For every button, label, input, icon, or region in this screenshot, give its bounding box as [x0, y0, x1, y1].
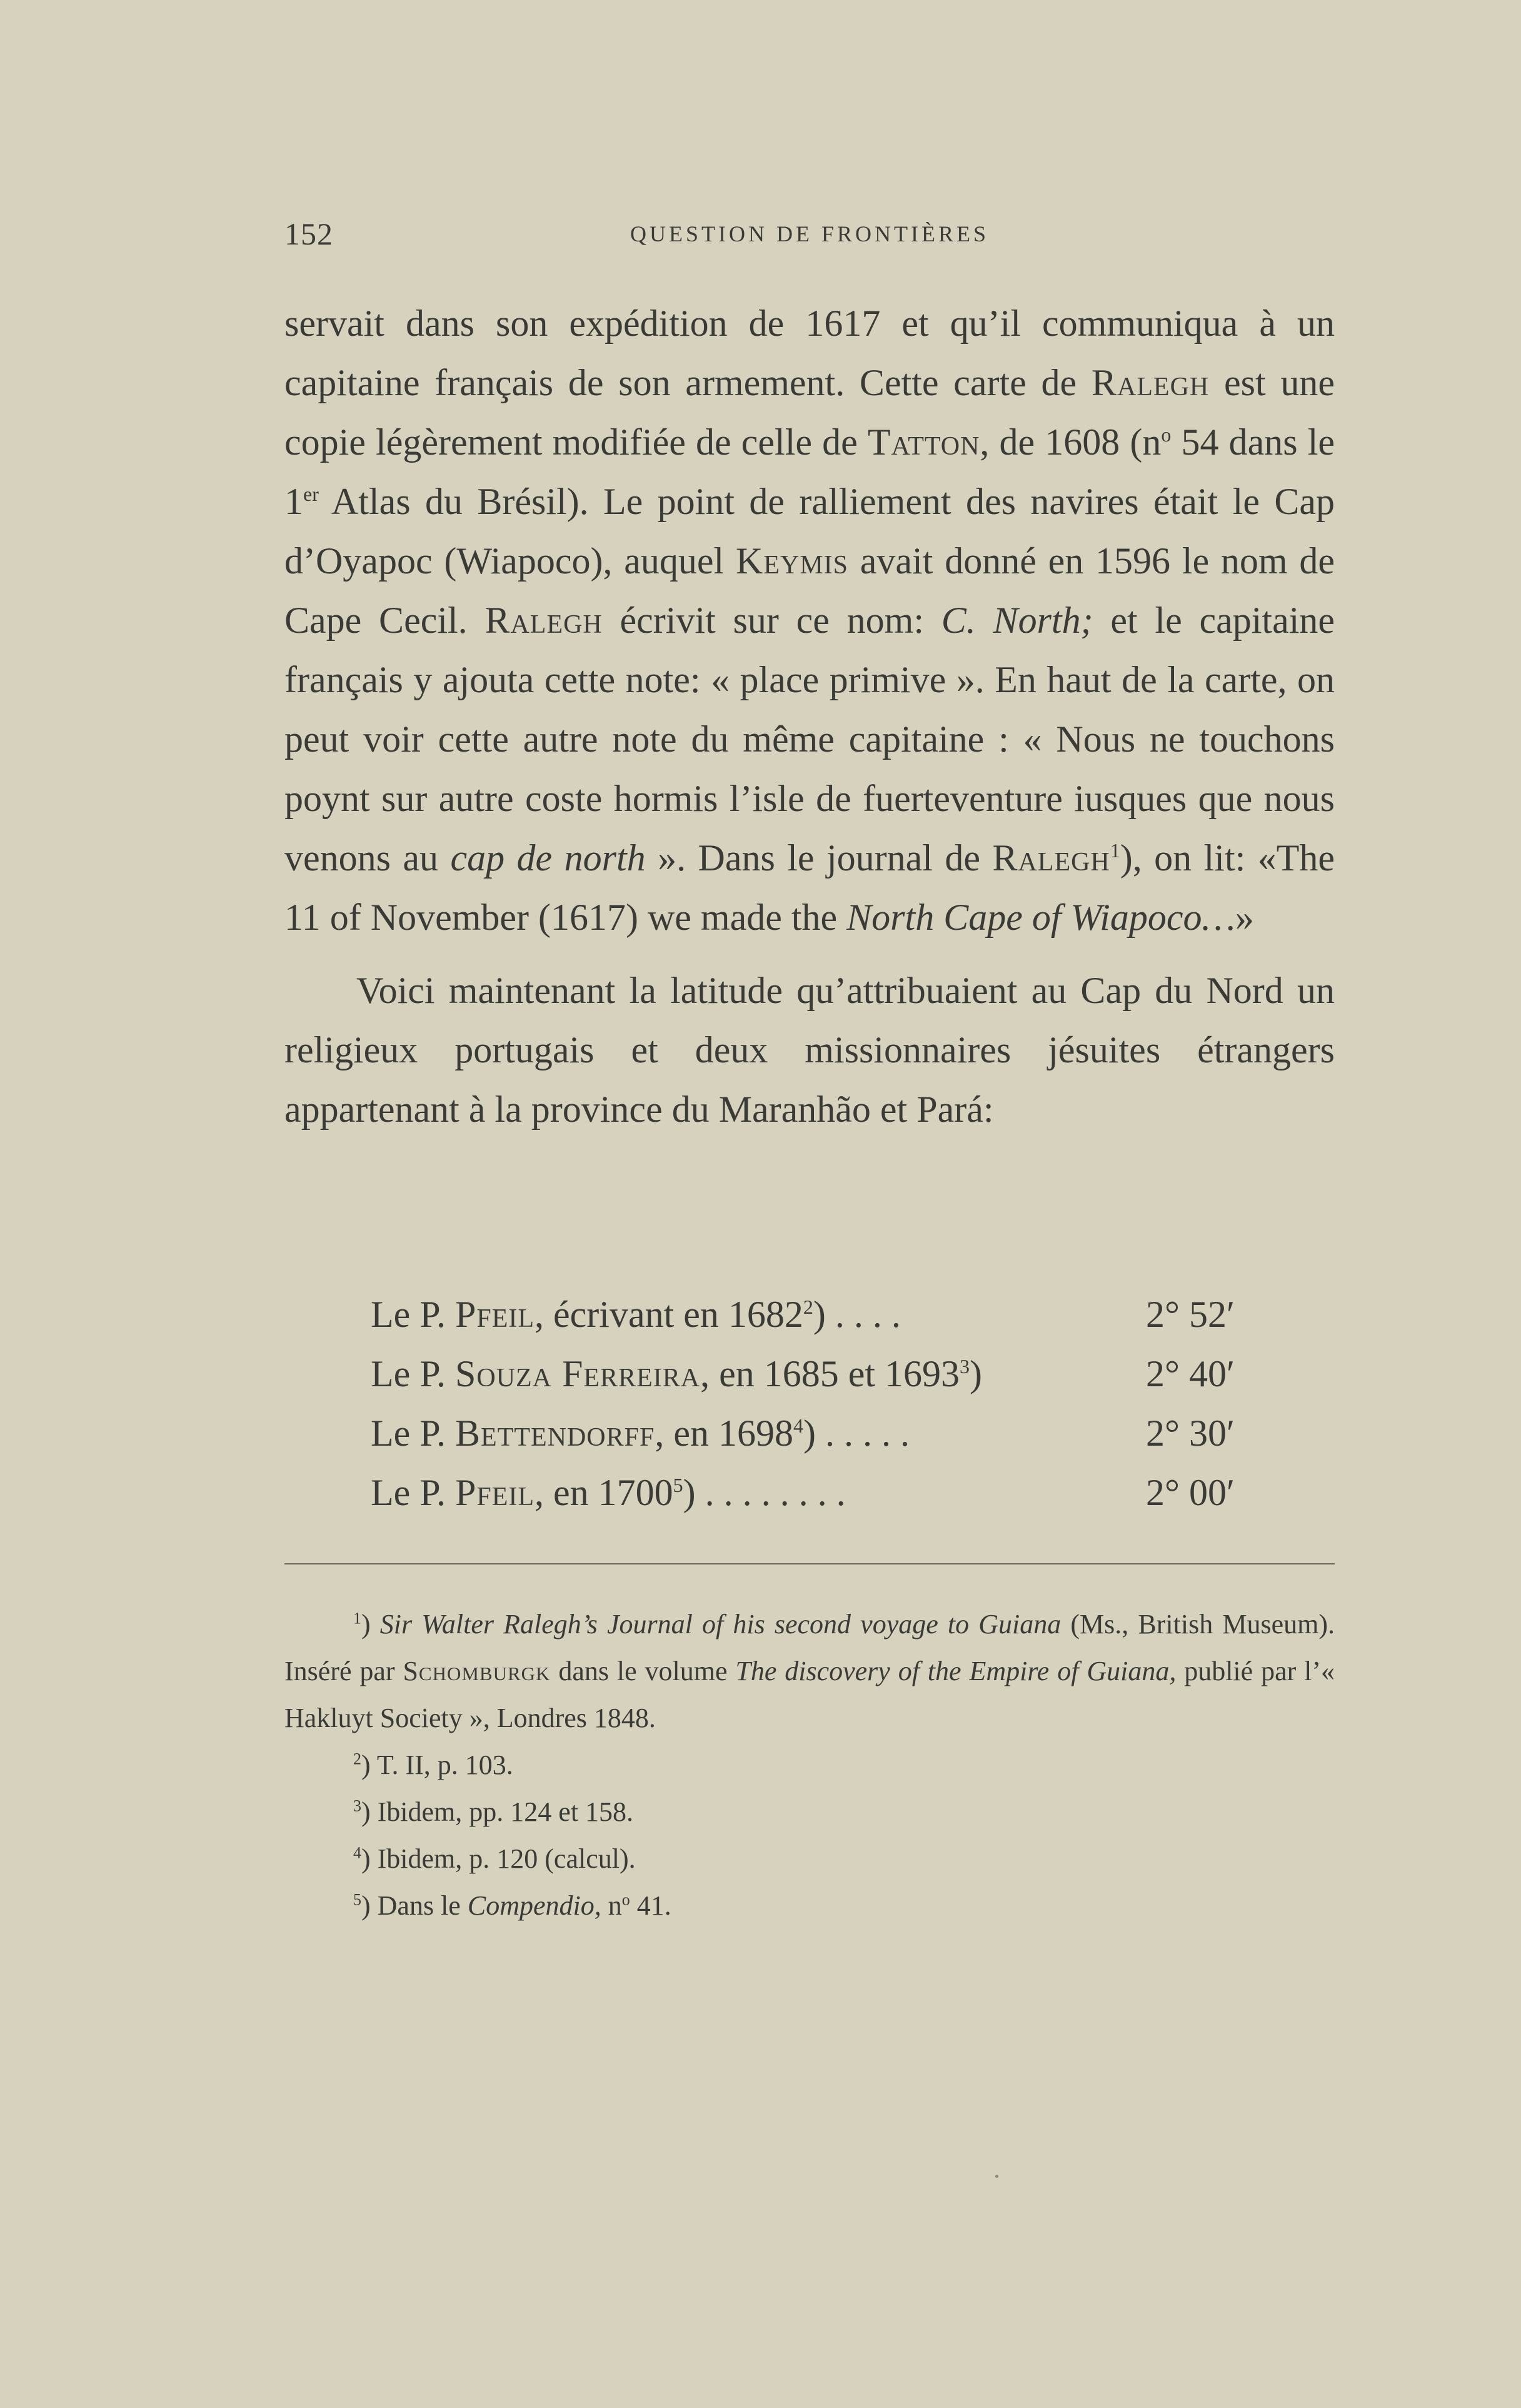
dot-leader: ) — [970, 1353, 982, 1394]
text-run: servait dans son expédition de 1617 et qu’il communiqua à un capitaine français de son armement. Cette carte de — [284, 303, 1335, 403]
footnote-number: 4 — [353, 1843, 361, 1862]
italic-text: C. North; — [941, 600, 1093, 641]
superscript: er — [303, 483, 319, 505]
text-run: et le capitaine français y ajouta cette note: « place primive ». En haut de la carte, on peut voir cette autre note du même capitaine : « Nous ne touchons poynt sur autre coste hormis l’isle de fuerteventure iusques que nous venons au — [284, 600, 1335, 879]
text-run: , en 1685 et 1693 — [700, 1353, 960, 1394]
paragraph-2: Voici maintenant la latitude qu’attribuaient au Cap du Nord un religieux portugais et deux missionnaires jésuites étrangers appartenant à la province du Maranhão et Pará: — [284, 970, 1335, 1130]
text-run: est une copie légèrement modifiée de celle de — [284, 362, 1335, 463]
italic-text: Sir Walter Ralegh’s Journal of his second voyage to Guiana — [379, 1609, 1062, 1640]
footnote-ref: 1 — [1110, 839, 1120, 862]
person-name: Pfeil — [455, 1294, 535, 1335]
dot-leader: ) . . . . . — [803, 1413, 910, 1454]
footnote-ref: 4 — [793, 1414, 804, 1437]
latitude-value: 2° 00′ — [1146, 1472, 1235, 1513]
italic-text: The discovery of the Empire of Guiana, — [735, 1656, 1177, 1686]
footnote-1: $^1$) Sir Walter Ralegh’s Journal of his second voyage to Guiana (Ms., British Museum). Inséré par Schomburgk dans le volume The discovery of the Empire of Guiana, publié par l’« Hakluyt Society », Londres 1848. — [284, 1609, 1335, 1733]
page-header — [284, 216, 1335, 259]
latitude-row — [371, 1404, 1265, 1463]
latitude-value: 2° 30′ — [1146, 1413, 1235, 1454]
author-name-ralegh: Ralegh — [992, 837, 1110, 879]
text-run: (Ms., British Museum). Inséré par — [284, 1609, 1335, 1686]
text-run: , écrivant en 1682 — [535, 1294, 803, 1335]
text-run: , en 1698 — [655, 1413, 794, 1454]
text-run: ), on lit: «The 11 of November (1617) we made the — [284, 837, 1335, 938]
text-run: ) T. II, p. 103. — [361, 1750, 513, 1780]
superscript: o — [1161, 423, 1172, 446]
text-run: Le P. — [371, 1472, 455, 1513]
running-title: QUESTION DE FRONTIÈRES — [630, 221, 989, 246]
dot-leader: ) . . . . . . . . — [683, 1472, 846, 1513]
footnote-divider — [284, 1563, 1335, 1564]
text-run: Atlas du Brésil). Le point de ralliement des navires était le Cap d’Oyapoc (Wiapoco), auquel — [284, 481, 1335, 582]
text-run: avait donné en 1596 le nom de Cape Cecil. — [284, 540, 1335, 641]
superscript: o — [621, 1890, 630, 1909]
text-run: 54 dans le 1 — [284, 421, 1335, 522]
author-name-keymis: Keymis — [736, 540, 849, 582]
footnote-4 — [284, 1835, 1335, 1882]
text-run: ) Ibidem, pp. 124 et 158. — [361, 1796, 634, 1827]
person-name: Bettendorff — [455, 1413, 655, 1454]
text-run: Le P. — [371, 1413, 455, 1454]
author-name-ralegh: Ralegh — [484, 600, 603, 641]
latitude-label — [371, 1344, 982, 1404]
footnote-ref: 3 — [960, 1355, 970, 1378]
text-run: publié par l’« Hakluyt Society », Londres 1848. — [284, 1656, 1335, 1733]
text-run: , de 1608 (n — [980, 421, 1162, 463]
latitude-label — [371, 1463, 846, 1523]
latitude-value: 2° 52′ — [1146, 1294, 1235, 1335]
text-run: n — [601, 1890, 622, 1921]
footnote-number: 2 — [353, 1750, 361, 1768]
dot-leader: ) . . . . — [813, 1294, 901, 1335]
latitude-table — [371, 1285, 1265, 1523]
footnote-number: 5 — [353, 1890, 361, 1909]
author-name-ralegh: Ralegh — [1091, 362, 1210, 403]
paper-speck — [995, 2175, 998, 2178]
italic-text: Compendio, — [467, 1890, 601, 1921]
footnotes — [284, 1601, 1335, 1929]
text-run: ». Dans le journal de — [645, 837, 993, 879]
latitude-row — [371, 1463, 1265, 1523]
text-run: 41. — [630, 1890, 671, 1921]
text-run: ) Ibidem, p. 120 (calcul). — [361, 1843, 636, 1874]
author-name-tatton: Tatton — [867, 421, 980, 463]
latitude-label — [371, 1404, 910, 1463]
text-run: Le P. — [371, 1294, 455, 1335]
paragraph-1 — [284, 294, 1335, 947]
text-run: , en 1700 — [535, 1472, 673, 1513]
latitude-row — [371, 1285, 1265, 1344]
person-name: Pfeil — [455, 1472, 535, 1513]
page-number: 152 — [284, 216, 333, 251]
footnote-2 — [284, 1741, 1335, 1788]
footnote-ref: 5 — [673, 1474, 683, 1496]
body-text — [284, 294, 1335, 1139]
person-name: Souza Ferreira — [455, 1353, 701, 1394]
text-run: » — [1235, 897, 1254, 938]
latitude-label — [371, 1285, 901, 1344]
text-run: écrivit sur ce nom: — [602, 600, 941, 641]
latitude-row — [371, 1344, 1265, 1404]
author-name-schomburgk: Schomburgk — [403, 1656, 551, 1686]
latitude-value: 2° 40′ — [1146, 1353, 1235, 1394]
footnote-3 — [284, 1788, 1335, 1835]
text-run: dans le volume — [550, 1656, 736, 1686]
italic-text: North Cape of Wiapoco… — [846, 897, 1235, 938]
text-run: Le P. — [371, 1353, 455, 1394]
footnote-ref: 2 — [803, 1296, 813, 1318]
footnote-number: 3 — [353, 1796, 361, 1815]
italic-text: cap de north — [450, 837, 646, 879]
text-run: ) Dans le — [361, 1890, 468, 1921]
footnote-5 — [284, 1882, 1335, 1929]
footnote-number: 1 — [353, 1609, 361, 1628]
